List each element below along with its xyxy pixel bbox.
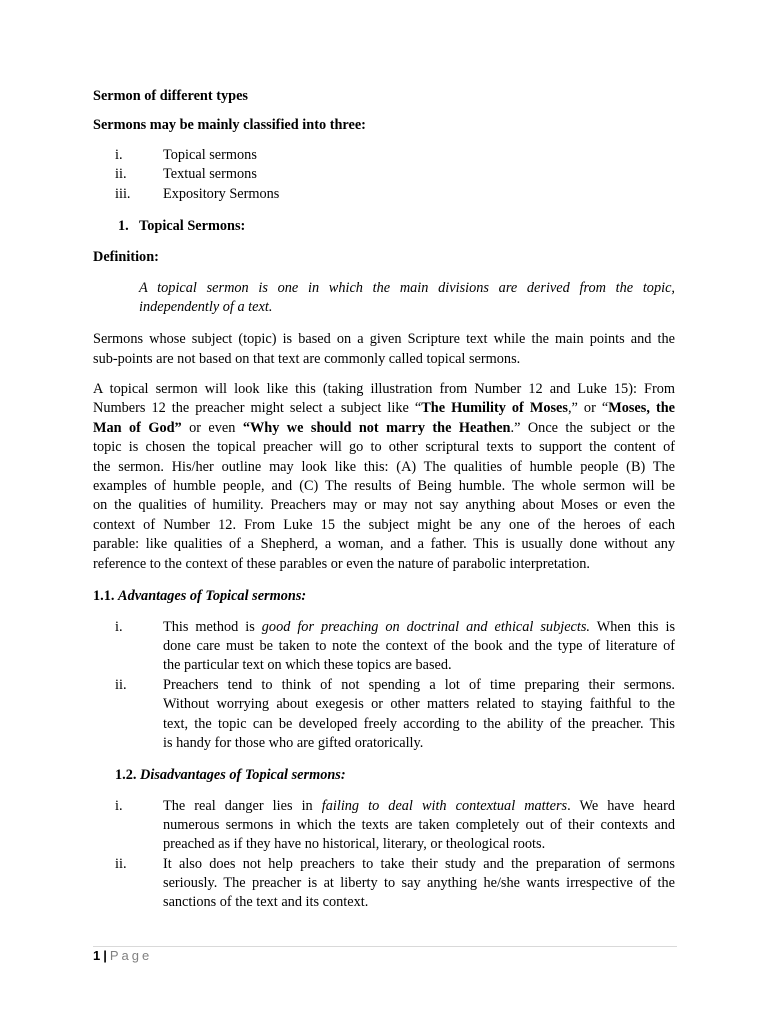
list-item-line: It also does not help preachers to take their study and the preparation of sermons — [163, 856, 675, 872]
list-item-line: This method is good for preaching on doctrinal and ethical subjects. When this is — [163, 619, 676, 635]
list-item-number: ii. — [115, 856, 127, 872]
page-number: 1 — [93, 948, 101, 963]
definition-line: A topical sermon is one in which the main divisions are derived from the topic, — [139, 280, 675, 296]
list-item-line: text, the topic can be developed freely according to the ability of the preacher. This — [163, 716, 675, 732]
definition-line: independently of a text. — [139, 299, 273, 315]
list-item-line: The real danger lies in failing to deal with contextual matters. We have heard — [163, 798, 675, 814]
list-item-line: done care must be taken to note the context of the book and the type of literature of — [163, 638, 675, 654]
paragraph-line: A topical sermon will look like this (taking illustration from Number 12 and Luke 15): From — [93, 381, 675, 397]
subsection-heading: 1.2. Disadvantages of Topical sermons: — [115, 767, 346, 783]
section-number: 1. — [118, 218, 129, 234]
list-item-number: i. — [115, 619, 123, 635]
list-item-number: ii. — [115, 166, 127, 182]
document-title: Sermon of different types — [93, 88, 248, 104]
paragraph-line: Sermons whose subject (topic) is based on a given Scripture text while the main points and the — [93, 331, 675, 347]
paragraph-line: Man of God” or even “Why we should not marry the Heathen.” Once the subject or the — [93, 420, 675, 436]
list-item: Expository Sermons — [163, 186, 280, 202]
list-item: Topical sermons — [163, 147, 257, 163]
paragraph-line: sub-points are not based on that text are commonly called topical sermons. — [93, 351, 521, 367]
section-title: Topical Sermons: — [139, 218, 246, 234]
definition-label: Definition: — [93, 249, 159, 265]
list-item-line: preached as if they have no historical, literary, or theological roots. — [163, 836, 546, 852]
list-item-number: iii. — [115, 186, 131, 202]
subsection-heading: 1.1. Advantages of Topical sermons: — [93, 588, 307, 604]
paragraph-line: Numbers 12 the preacher might select a subject like “The Humility of Moses,” or “Moses, the — [93, 400, 675, 416]
list-item: Textual sermons — [163, 166, 257, 182]
paragraph-line: on the qualities of humility. Preachers may or may not say anything about Moses or even the — [93, 497, 675, 513]
footer-separator: | — [103, 948, 107, 963]
page-label: Page — [109, 948, 153, 963]
list-item-line: is handy for those who are gifted oratorically. — [163, 735, 424, 751]
list-item-number: ii. — [115, 677, 127, 693]
paragraph-line: the sermon. His/her outline may look like this: (A) The qualities of humble people (B) The — [93, 459, 675, 475]
paragraph-line: parable: like qualities of a Shepherd, a woman, and a father. This is usually done without any — [93, 536, 675, 552]
list-item-line: seriously. The preacher is at liberty to say anything he/she wants irrespective of the — [163, 875, 675, 891]
list-item-line: sanctions of the text and its context. — [163, 894, 369, 910]
classification-heading: Sermons may be mainly classified into three: — [93, 117, 366, 133]
paragraph-line: context of Number 12. From Luke 15 the subject might be any one of the heroes of each — [93, 517, 675, 533]
list-item-line: Preachers tend to think of not spending a lot of time preparing their sermons. — [163, 677, 675, 693]
footer-divider — [93, 946, 677, 947]
list-item-line: the particular text on which these topics are based. — [163, 657, 452, 673]
paragraph-line: examples of humble people, and (C) The results of Being humble. The whole sermon will be — [93, 478, 675, 494]
list-item-line: numerous sermons in which the texts are taken completely out of their contexts and — [163, 817, 675, 833]
paragraph-line: topic is chosen the topical preacher will go to other scriptural texts to support the content of — [93, 439, 675, 455]
list-item-line: Without worrying about exegesis or other matters related to staying faithful to the — [163, 696, 675, 712]
page-footer — [93, 948, 152, 964]
list-item-number: i. — [115, 147, 123, 163]
list-item-number: i. — [115, 798, 123, 814]
paragraph-line: reference to the context of these parables or even the nature of parabolic interpretation. — [93, 556, 590, 572]
